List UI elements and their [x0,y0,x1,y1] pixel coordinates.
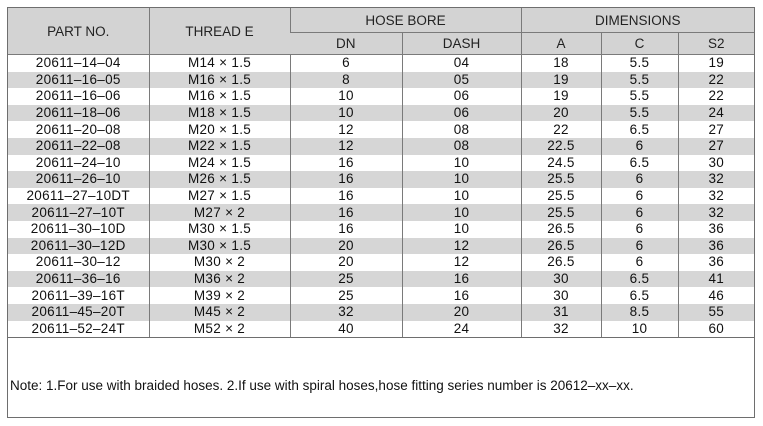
cell-thread: M45 × 2 [149,304,290,321]
cell-s2: 30 [678,155,754,172]
cell-part-no: 20611–30–10D [30,221,126,237]
table-row [8,72,754,89]
cell-dn: 20 [290,238,402,255]
cell-dash: 06 [402,105,521,122]
cell-part-no: 20611–36–16 [8,271,149,288]
cell-c: 5.5 [601,88,678,105]
cell-c: 6 [601,238,678,255]
table-row [8,321,754,338]
cell-a: 19 [521,88,601,105]
cell-part-no: 20611–16–05 [8,72,149,89]
cell-c: 5.5 [601,72,678,89]
cell-c: 5.5 [601,55,678,72]
cell-a: 22.5 [521,138,601,155]
cell-dn: 20 [290,254,402,271]
cell-c: 5.5 [601,105,678,122]
table-row [8,254,754,271]
table-row [8,287,754,304]
header-a: A [521,33,601,55]
cell-dash: 16 [402,287,521,304]
cell-a: 25.5 [521,171,601,188]
cell-c: 6 [601,171,678,188]
cell-part-no: 20611–39–16T [31,287,125,303]
cell-thread: M27 × 2 [149,204,290,221]
cell-a: 26.5 [521,254,601,271]
cell-part-no: 20611–14–04 [35,55,121,71]
cell-dash: 08 [402,138,521,155]
table-row [8,221,754,238]
cell-thread: M30 × 1.5 [149,238,290,255]
table-row [8,171,754,188]
cell-dn: 12 [290,138,402,155]
cell-thread: M52 × 2 [149,321,290,338]
cell-dn: 8 [290,72,402,89]
header-hose-bore: HOSE BORE [290,8,521,33]
header-row-top [8,8,754,33]
cell-dash: 12 [402,254,521,271]
cell-thread: M16 × 1.5 [149,88,290,105]
cell-dash: 16 [402,271,521,288]
table-row [8,155,754,172]
cell-s2: 24 [678,105,754,122]
cell-dash: 10 [402,155,521,172]
cell-c: 8.5 [601,304,678,321]
cell-part-no: 20611–22–08 [8,138,149,155]
cell-dash: 08 [402,121,521,138]
cell-dn: 32 [290,304,402,321]
cell-dash: 20 [402,304,521,321]
cell-s2: 41 [678,271,754,288]
cell-a: 20 [521,105,601,122]
cell-thread: M18 × 1.5 [149,105,290,122]
cell-c: 6 [601,138,678,155]
cell-a: 25.5 [521,188,601,205]
cell-part-no: 20611–45–20T [8,304,149,321]
table-row [8,188,754,205]
cell-part-no: 20611–24–10 [35,154,121,170]
cell-s2: 27 [678,138,754,155]
cell-dn: 16 [290,204,402,221]
cell-dn: 16 [290,188,402,205]
cell-a: 22 [521,121,601,138]
cell-s2: 27 [678,121,754,138]
cell-thread: M27 × 1.5 [149,188,290,205]
cell-a: 24.5 [521,155,601,172]
header-c: C [601,33,678,55]
header-s2: S2 [678,33,754,55]
cell-dn: 12 [290,121,402,138]
cell-c: 6.5 [601,271,678,288]
cell-a: 18 [521,55,601,72]
table-row [8,271,754,288]
cell-thread: M39 × 2 [149,287,290,304]
cell-dash: 10 [402,188,521,205]
cell-dn: 16 [290,221,402,238]
header-dash: DASH [402,33,521,55]
header-part-no: PART NO. [8,8,149,55]
table-body [8,55,754,338]
header-thread: THREAD E [149,8,290,55]
cell-s2: 32 [678,188,754,205]
cell-c: 10 [601,321,678,338]
cell-thread: M22 × 1.5 [149,138,290,155]
cell-a: 32 [521,321,601,338]
cell-s2: 36 [678,254,754,271]
cell-part-no: 20611–20–08 [35,121,121,137]
table-row [8,304,754,321]
cell-thread: M26 × 1.5 [149,171,290,188]
cell-dn: 25 [290,287,402,304]
cell-s2: 22 [678,88,754,105]
cell-dash: 12 [402,238,521,255]
cell-a: 19 [521,72,601,89]
cell-s2: 22 [678,72,754,89]
cell-s2: 55 [678,304,754,321]
cell-a: 30 [521,287,601,304]
spec-table-frame [7,7,755,418]
cell-dn: 16 [290,171,402,188]
cell-part-no: 20611–27–10T [8,204,149,221]
cell-dash: 24 [402,321,521,338]
cell-s2: 36 [678,221,754,238]
cell-s2: 32 [678,171,754,188]
cell-dash: 10 [402,204,521,221]
cell-s2: 46 [678,287,754,304]
cell-a: 25.5 [521,204,601,221]
cell-a: 26.5 [521,238,601,255]
cell-s2: 19 [678,55,754,72]
header-dn: DN [290,33,402,55]
spec-table [8,8,754,338]
cell-dn: 6 [290,55,402,72]
cell-dash: 04 [402,55,521,72]
cell-c: 6.5 [601,287,678,304]
table-row [8,105,754,122]
cell-s2: 36 [678,238,754,255]
table-row [8,238,754,255]
cell-s2: 32 [678,204,754,221]
cell-thread: M14 × 1.5 [149,55,290,72]
cell-thread: M30 × 2 [149,254,290,271]
cell-part-no: 20611–52–24T [8,321,149,338]
cell-a: 30 [521,271,601,288]
cell-dn: 16 [290,155,402,172]
header-dimensions: DIMENSIONS [521,8,754,33]
cell-part-no: 20611–16–06 [35,88,121,104]
cell-c: 6 [601,188,678,205]
cell-thread: M16 × 1.5 [149,72,290,89]
cell-dash: 06 [402,88,521,105]
cell-part-no: 20611–27–10DT [26,188,130,204]
cell-a: 31 [521,304,601,321]
cell-thread: M30 × 1.5 [149,221,290,238]
cell-c: 6.5 [601,155,678,172]
cell-c: 6 [601,204,678,221]
cell-a: 26.5 [521,221,601,238]
table-row [8,204,754,221]
cell-dash: 10 [402,221,521,238]
table-row [8,88,754,105]
cell-dn: 40 [290,321,402,338]
cell-thread: M20 × 1.5 [149,121,290,138]
cell-c: 6 [601,221,678,238]
footnote: Note: 1.For use with braided hoses. 2.If use with spiral hoses,hose fitting series number is 20612–xx–xx. [10,378,634,393]
table-row [8,121,754,138]
table-row [8,55,754,72]
cell-dn: 10 [290,88,402,105]
cell-c: 6.5 [601,121,678,138]
cell-thread: M24 × 1.5 [149,155,290,172]
cell-part-no: 20611–18–06 [8,105,149,122]
cell-thread: M36 × 2 [149,271,290,288]
cell-dn: 25 [290,271,402,288]
cell-part-no: 20611–30–12D [8,238,149,255]
table-row [8,138,754,155]
cell-part-no: 20611–26–10 [8,171,149,188]
cell-part-no: 20611–30–12 [35,254,121,270]
cell-s2: 60 [678,321,754,338]
cell-c: 6 [601,254,678,271]
cell-dn: 10 [290,105,402,122]
cell-dash: 10 [402,171,521,188]
cell-dash: 05 [402,72,521,89]
